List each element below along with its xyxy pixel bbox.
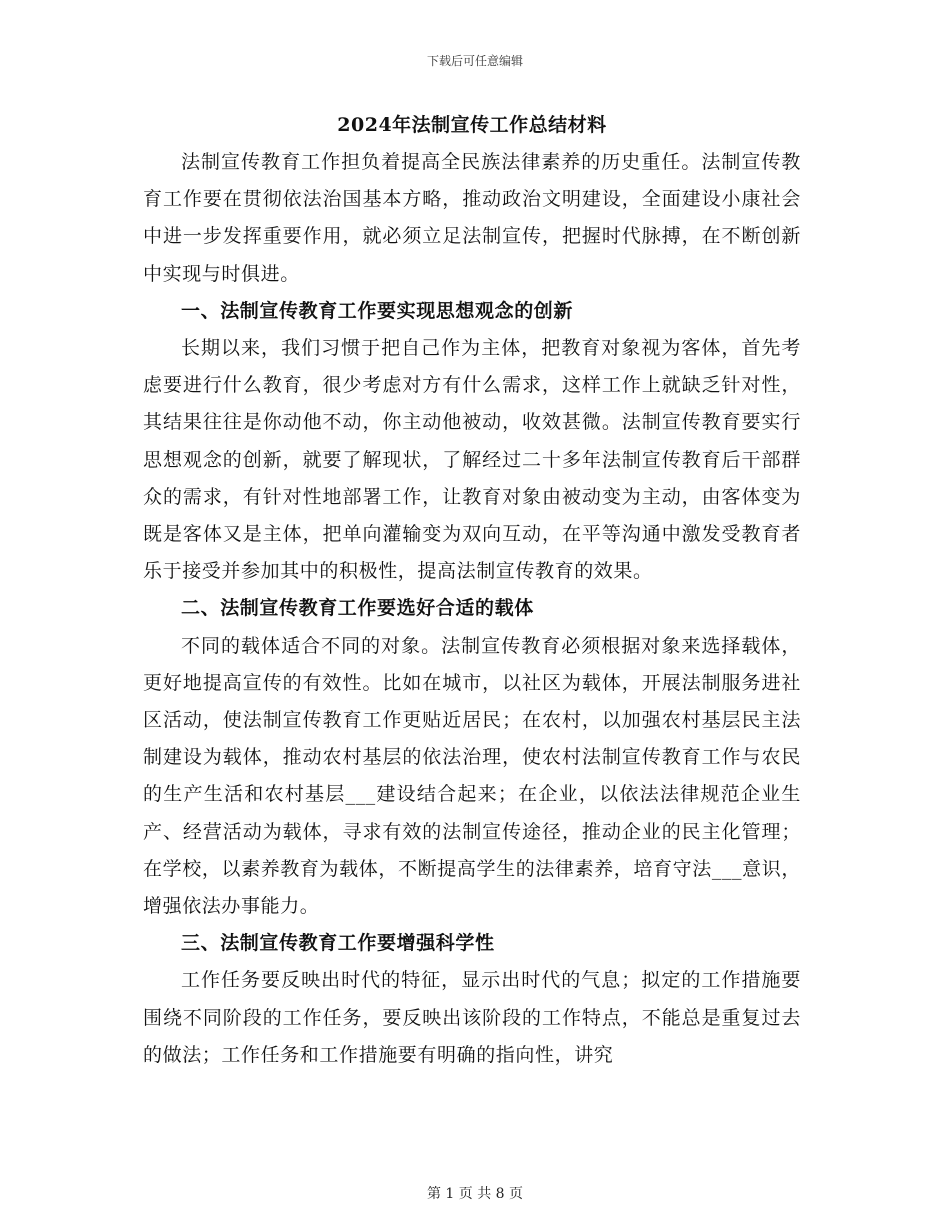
page-number-footer: 第 1 页 共 8 页 [426, 1186, 524, 1202]
document-body [143, 110, 801, 1074]
section-heading-2: 二、法制宣传教育工作要选好合适的载体 [181, 597, 534, 620]
intro-paragraph: 法制宣传教育工作担负着提高全民族法律素养的历史重任。法制宣传教育工作要在贯彻依法治国基本方略，推动政治文明建设，全面建设小康社会中进一步发挥重要作用，就必须立足法制宣传，把握时代脉搏，在不断创新中实现与时俱进。 [143, 151, 801, 285]
section-body-2: 不同的载体适合不同的对象。法制宣传教育必须根据对象来选择载体，更好地提高宣传的有效性。比如在城市，以社区为载体，开展法制服务进社区活动，使法制宣传教育工作更贴近居民；在农村，以加强农村基层民主法制建设为载体，推动农村基层的依法治理，使农村法制宣传教育工作与农民的生产生活和农村基层___建设结合起来；在企业，以依法法律规范企业生产、经营活动为载体，寻求有效的法制宣传途径，推动企业的民主化管理；在学校，以素养教育为载体，不断提高学生的法律素养，培育守法___意识，增强依法办事能力。 [143, 634, 801, 918]
section-body-3: 工作任务要反映出时代的特征，显示出时代的气息；拟定的工作措施要围绕不同阶段的工作任务，要反映出该阶段的工作特点，不能总是重复过去的做法；工作任务和工作措施要有明确的指向性，讲究 [143, 969, 801, 1066]
document-title: 2024年法制宣传工作总结材料 [337, 114, 607, 136]
section-heading-1: 一、法制宣传教育工作要实现思想观念的创新 [181, 299, 574, 322]
section-heading-3: 三、法制宣传教育工作要增强科学性 [181, 932, 495, 955]
section-body-1: 长期以来，我们习惯于把自己作为主体，把教育对象视为客体，首先考虑要进行什么教育，很少考虑对方有什么需求，这样工作上就缺乏针对性，其结果往往是你动他不动，你主动他被动，收效甚微。法制宣传教育要实行思想观念的创新，就要了解现状，了解经过二十多年法制宣传教育后干部群众的需求，有针对性地部署工作，让教育对象由被动变为主动，由客体变为既是客体又是主体，把单向灌输变为双向互动，在平等沟通中激发受教育者乐于接受并参加其中的积极性，提高法制宣传教育的效果。 [143, 337, 801, 583]
page-header-note: 下载后可任意编辑 [426, 54, 523, 68]
